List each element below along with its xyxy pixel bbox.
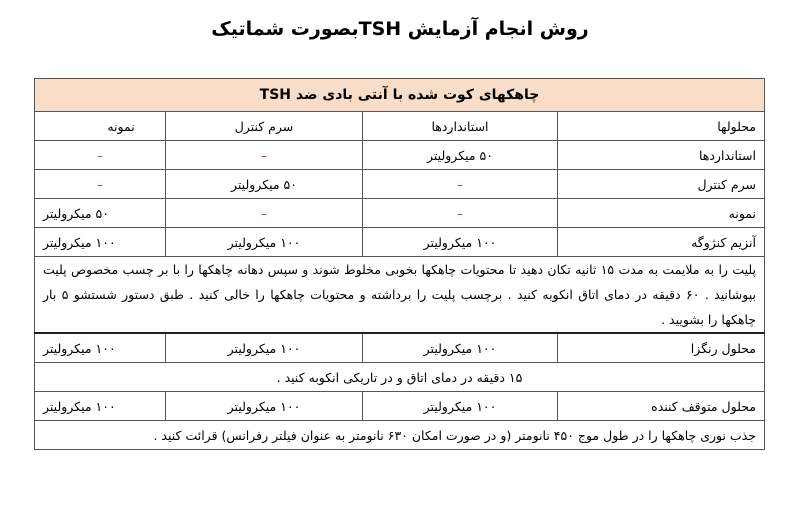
cell-value: ۱۰۰ میکرولیتر [35, 333, 166, 363]
cell-dash: – [35, 141, 166, 170]
header-control-serum: سرم کنترل [166, 112, 363, 141]
cell-value: ۵۰ میکرولیتر [35, 199, 166, 228]
absorbance-instruction: جذب نوری چاهکها را در طول موج ۴۵۰ نانومتر (و در صورت امکان ۶۳۰ نانومتر به عنوان فیلتر رفرانس) قرائت کنید . [35, 421, 765, 450]
instruction-row [35, 363, 765, 392]
table-row [35, 141, 765, 170]
cell-value: ۵۰ میکرولیتر [363, 141, 558, 170]
row-label: استانداردها [558, 141, 765, 170]
instruction-row [35, 421, 765, 450]
cell-dash: – [166, 199, 363, 228]
table-title-row [35, 79, 765, 112]
table-row [35, 333, 765, 363]
cell-value: ۱۰۰ میکرولیتر [166, 392, 363, 421]
header-standards: استانداردها [363, 112, 558, 141]
row-label: محلول رنگزا [558, 333, 765, 363]
cell-dash: – [363, 170, 558, 199]
row-label: سرم کنترل [558, 170, 765, 199]
table-row [35, 228, 765, 257]
cell-value: ۵۰ میکرولیتر [166, 170, 363, 199]
header-sample: نمونه [35, 112, 166, 141]
header-solutions: محلولها [558, 112, 765, 141]
table-title: چاهکهای کوت شده با آنتی بادی ضد TSH [35, 79, 765, 112]
instruction-row [35, 257, 765, 334]
dark-incubation-instruction: ۱۵ دقیقه در دمای اتاق و در تاریکی انکوبه کنید . [35, 363, 765, 392]
table-row [35, 170, 765, 199]
page-title: روش انجام آزمایش TSHبصورت شماتیک [211, 18, 589, 40]
cell-value: ۱۰۰ میکرولیتر [363, 333, 558, 363]
cell-dash: – [363, 199, 558, 228]
table-row [35, 199, 765, 228]
row-label: آنزیم کنژوگه [558, 228, 765, 257]
row-label: نمونه [558, 199, 765, 228]
cell-dash: – [35, 170, 166, 199]
row-label: محلول متوقف کننده [558, 392, 765, 421]
protocol-table [34, 78, 765, 450]
cell-value: ۱۰۰ میکرولیتر [363, 228, 558, 257]
table-row [35, 392, 765, 421]
cell-value: ۱۰۰ میکرولیتر [35, 392, 166, 421]
cell-value: ۱۰۰ میکرولیتر [166, 333, 363, 363]
cell-value: ۱۰۰ میکرولیتر [166, 228, 363, 257]
header-row [35, 112, 765, 141]
cell-value: ۱۰۰ میکرولیتر [363, 392, 558, 421]
cell-dash: – [166, 141, 363, 170]
cell-value: ۱۰۰ میکرولیتر [35, 228, 166, 257]
incubation-instruction: پلیت را به ملایمت به مدت ۱۵ ثانیه تکان دهید تا محتویات چاهکها بخوبی مخلوط شوند و سپس دهانه چاهکها را با بر چسب مخصوص پلیت بپوشانید . ۶۰ دقیقه در دمای اتاق انکوبه کنید . برچسب پلیت را برداشته و محتویات چاهکها را خالی کنید . طبق دستور شستشو ۵ بار چاهکها را بشویید . [35, 257, 765, 334]
